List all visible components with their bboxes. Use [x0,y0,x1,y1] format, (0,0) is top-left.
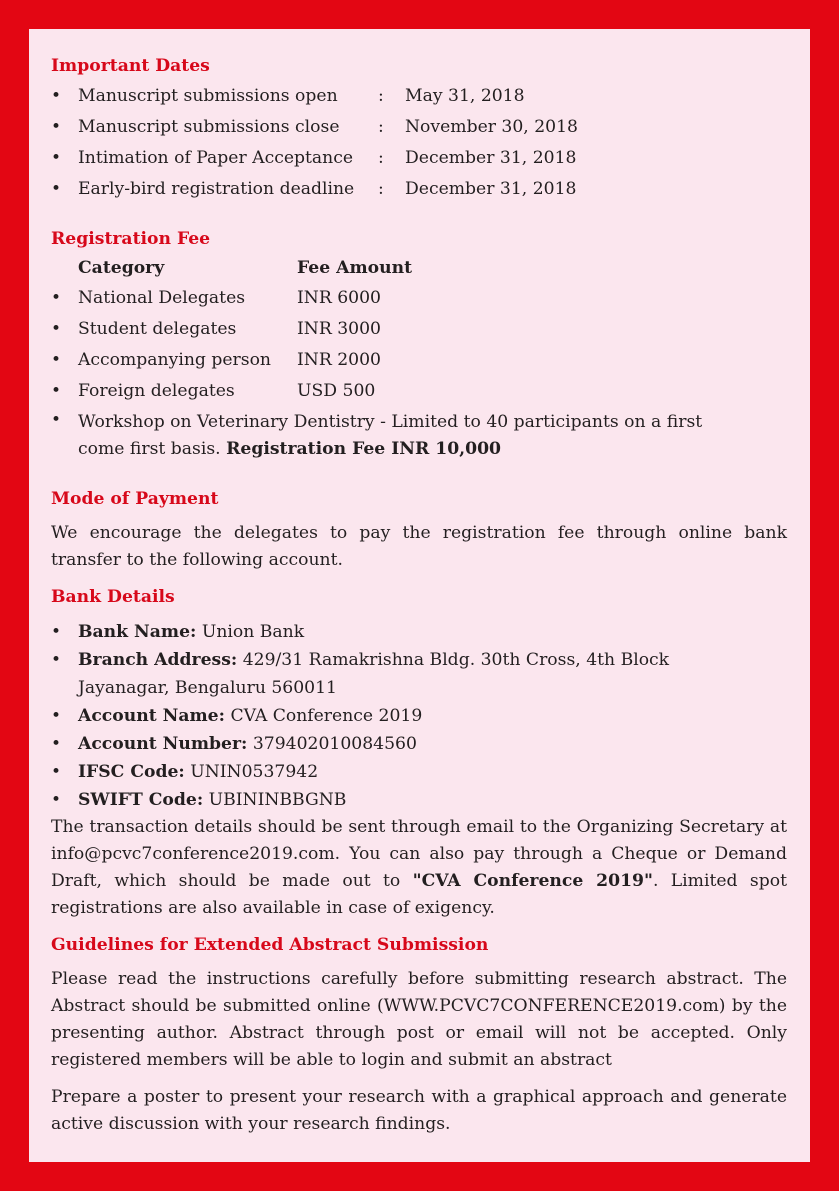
date-value: December 31, 2018 [405,148,577,168]
fee-table-header [51,254,787,283]
guidelines-paragraph-1: Please read the instructions carefully before submitting research abstract. The Abstract should be submitted online (WWW.PCVC7CONFERENCE2019.com) by the presenting author. Abstract through post or email will not be accepted. Only registered members will be able to login and submit an abstract [51,969,787,1070]
guidelines-heading: Guidelines for Extended Abstract Submission [51,935,489,955]
bank-item-value: UBININBBGNB [208,790,347,810]
important-dates-list [51,81,787,205]
transaction-note-text: The transaction details should be sent through email to the Organizing Secretary at info@pcvc7conference2019.com. You can also pay through a Cheque or Demand Draft, which should be made out to [51,817,787,891]
workshop-text: Workshop on Veterinary Dentistry - Limited to 40 participants on a first come first basis. [78,412,703,459]
bank-item-label: Bank Name: [78,622,197,642]
important-dates-heading: Important Dates [51,56,210,76]
date-label: • Manuscript submissions close [78,117,340,137]
content-panel [29,29,810,1162]
transaction-note-text-2: . Limited spot registrations are also available in case of exigency. [51,871,787,918]
mode-of-payment-heading: Mode of Payment [51,489,219,509]
fee-amount: USD 500 [297,381,376,401]
date-separator: : [378,117,384,137]
bank-item [51,646,698,702]
date-item [51,174,787,205]
bank-item-label: Account Number: [78,734,248,754]
bank-details-heading: Bank Details [51,587,175,607]
date-item [51,112,787,143]
bank-item-value: CVA Conference 2019 [230,706,423,726]
fee-category: • National Delegates [78,288,246,308]
date-separator: : [378,179,384,199]
bank-item-label: IFSC Code: [78,762,185,782]
fee-row [51,314,787,345]
bank-item [51,618,787,646]
bank-item-value: Union Bank [201,622,305,642]
category-column-header: Category [78,258,165,278]
bank-item-value: UNIN0537942 [190,762,319,782]
bank-item [51,730,787,758]
fee-amount: INR 6000 [297,288,381,308]
date-value: November 30, 2018 [405,117,578,137]
bank-item [51,758,787,786]
date-separator: : [378,148,384,168]
transaction-note [51,814,787,922]
fee-row [51,376,787,407]
fee-amount: INR 2000 [297,350,381,370]
fee-category: • Student delegates [78,319,237,339]
date-value: December 31, 2018 [405,179,577,199]
date-label: • Early-bird registration deadline [78,179,355,199]
fee-row [51,283,787,314]
bank-item-value: 379402010084560 [252,734,417,754]
workshop-item [51,407,718,463]
payee-name: "CVA Conference 2019" [412,871,653,891]
bank-item-label: Branch Address: [78,650,238,670]
date-item [51,143,787,174]
fee-category: • Foreign delegates [78,381,235,401]
fee-category: • Accompanying person [78,350,271,370]
date-value: May 31, 2018 [405,86,525,106]
registration-fee-heading: Registration Fee [51,229,211,249]
bank-item [51,702,787,730]
date-label: • Intimation of Paper Acceptance [78,148,354,168]
fee-column-header: Fee Amount [297,258,413,278]
fee-row [51,345,787,376]
bank-item-label: Account Name: [78,706,225,726]
mode-of-payment-text: We encourage the delegates to pay the registration fee through online bank transfer to the following account. [51,523,787,570]
fee-amount: INR 3000 [297,319,381,339]
document-content [51,51,787,1138]
bank-item [51,786,787,814]
workshop-fee: Registration Fee INR 10,000 [226,439,502,459]
date-separator: : [378,86,384,106]
date-item [51,81,787,112]
date-label: • Manuscript submissions open [78,86,338,106]
bank-item-value: 429/31 Ramakrishna Bldg. 30th Cross, 4th Block Jayanagar, Bengaluru 560011 [78,650,670,698]
fee-list [51,283,787,463]
bank-details-list [51,618,787,814]
guidelines-paragraph-2: Prepare a poster to present your research with a graphical approach and generate active discussion with your research findings. [51,1087,787,1134]
bank-item-label: SWIFT Code: [78,790,204,810]
